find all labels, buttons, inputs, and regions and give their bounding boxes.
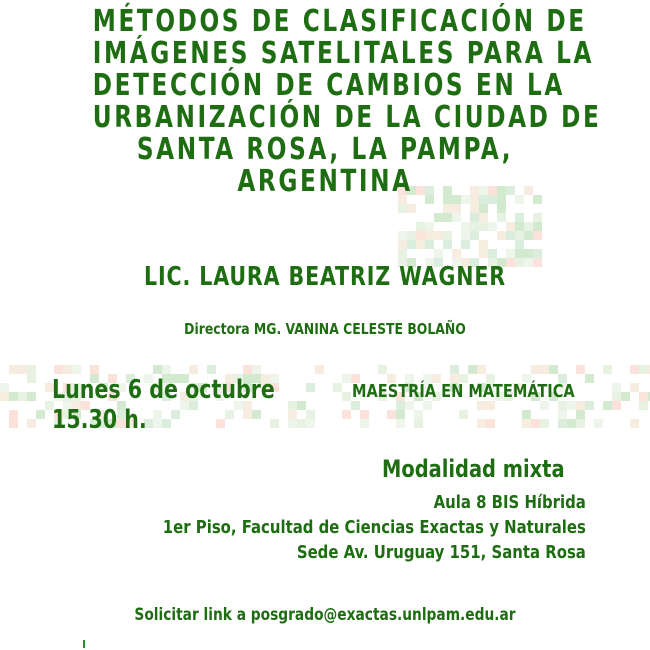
- mosaic-tile: [479, 213, 488, 222]
- mosaic-tile: [639, 401, 648, 410]
- mosaic-tile: [540, 419, 549, 428]
- mosaic-tile: [522, 410, 531, 419]
- program-name: MAESTRÍA EN MATEMÁTICA: [352, 381, 575, 402]
- mosaic-tile: [558, 419, 567, 428]
- mosaic-tile: [297, 401, 306, 410]
- mosaic-tile: [531, 419, 540, 428]
- mosaic-tile: [576, 401, 585, 410]
- mosaic-tile: [425, 231, 434, 240]
- mosaic-tile: [416, 231, 425, 240]
- mosaic-tile: [306, 383, 315, 392]
- title-line-2: IMÁGENES SATELITALES PARA LA: [92, 36, 595, 71]
- mosaic-tile: [488, 222, 497, 231]
- mosaic-tile: [470, 204, 479, 213]
- mosaic-tile: [585, 401, 594, 410]
- mosaic-tile: [315, 365, 324, 374]
- venue-room: Aula 8 BIS Híbrida: [433, 492, 586, 513]
- mosaic-tile: [515, 231, 524, 240]
- mosaic-tile: [506, 231, 515, 240]
- mosaic-tile: [434, 249, 443, 258]
- mosaic-tile: [479, 222, 488, 231]
- mosaic-tile: [443, 231, 452, 240]
- mosaic-tile: [486, 401, 495, 410]
- mosaic-tile: [443, 204, 452, 213]
- mosaic-tile: [360, 419, 369, 428]
- mosaic-tile: [515, 213, 524, 222]
- mosaic-tile: [515, 240, 524, 249]
- venue-building: 1er Piso, Facultad de Ciencias Exactas y Naturales: [162, 517, 586, 538]
- venue-address: Sede Av. Uruguay 151, Santa Rosa: [296, 542, 586, 563]
- mosaic-tile: [18, 392, 27, 401]
- mosaic-tile: [414, 419, 423, 428]
- mosaic-tile: [540, 401, 549, 410]
- mosaic-tile: [396, 401, 405, 410]
- mosaic-tile: [434, 213, 443, 222]
- mosaic-tile: [488, 249, 497, 258]
- mosaic-tile: [639, 365, 648, 374]
- mosaic-tile: [425, 222, 434, 231]
- decorative-tick: [83, 640, 85, 648]
- mosaic-tile: [540, 365, 549, 374]
- mosaic-tile: [459, 410, 468, 419]
- mosaic-tile: [585, 374, 594, 383]
- mosaic-tile: [461, 222, 470, 231]
- mosaic-tile: [434, 231, 443, 240]
- mosaic-tile: [612, 401, 621, 410]
- mosaic-tile: [630, 365, 639, 374]
- mosaic-tile: [27, 419, 36, 428]
- event-date: [52, 375, 275, 435]
- mosaic-tile: [533, 249, 542, 258]
- mosaic-tile: [497, 204, 506, 213]
- mosaic-tile: [416, 222, 425, 231]
- mosaic-tile: [207, 365, 216, 374]
- mosaic-tile: [515, 222, 524, 231]
- mosaic-tile: [54, 365, 63, 374]
- mosaic-tile: [9, 410, 18, 419]
- date-line: Lunes 6 de octubre: [52, 375, 275, 405]
- mosaic-tile: [0, 383, 9, 392]
- mosaic-tile: [342, 392, 351, 401]
- mosaic-tile: [477, 419, 486, 428]
- mosaic-tile: [630, 383, 639, 392]
- title-line-6: ARGENTINA: [237, 164, 413, 199]
- mosaic-tile: [297, 419, 306, 428]
- mosaic-tile: [450, 365, 459, 374]
- mosaic-tile: [612, 383, 621, 392]
- title-line-3: DETECCIÓN DE CAMBIOS EN LA: [92, 68, 565, 103]
- venue-info: [163, 490, 586, 565]
- mosaic-tile: [533, 213, 542, 222]
- mosaic-tile: [27, 374, 36, 383]
- mosaic-tile: [533, 222, 542, 231]
- mosaic-tile: [153, 365, 162, 374]
- mosaic-tile: [398, 231, 407, 240]
- mosaic-tile: [396, 410, 405, 419]
- mosaic-tile: [414, 410, 423, 419]
- mosaic-tile: [461, 231, 470, 240]
- mosaic-tile: [405, 401, 414, 410]
- mosaic-tile: [533, 231, 542, 240]
- title-line-4: URBANIZACIÓN DE LA CIUDAD DE: [92, 100, 602, 135]
- mosaic-tile: [576, 419, 585, 428]
- mosaic-tile: [407, 204, 416, 213]
- mosaic-tile: [36, 410, 45, 419]
- mosaic-tile: [425, 240, 434, 249]
- mosaic-tile: [333, 383, 342, 392]
- mosaic-tile: [470, 231, 479, 240]
- time-line: 15.30 h.: [52, 405, 147, 435]
- mosaic-tile: [288, 419, 297, 428]
- mosaic-tile: [27, 365, 36, 374]
- modality-label: Modalidad mixta: [382, 455, 565, 483]
- mosaic-tile: [378, 365, 387, 374]
- director-name: Directora MG. VANINA CELESTE BOLAÑO: [184, 320, 466, 338]
- mosaic-tile: [621, 392, 630, 401]
- mosaic-tile: [9, 419, 18, 428]
- mosaic-tile: [423, 401, 432, 410]
- mosaic-tile: [549, 365, 558, 374]
- title-line-1: MÉTODOS DE CLASIFICACIÓN DE: [92, 4, 587, 39]
- mosaic-tile: [603, 365, 612, 374]
- mosaic-tile: [398, 240, 407, 249]
- mosaic-tile: [452, 213, 461, 222]
- mosaic-tile: [72, 365, 81, 374]
- mosaic-tile: [477, 401, 486, 410]
- mosaic-tile: [9, 365, 18, 374]
- author-name: LIC. LAURA BEATRIZ WAGNER: [143, 262, 507, 292]
- mosaic-tile: [479, 240, 488, 249]
- mosaic-tile: [18, 365, 27, 374]
- mosaic-tile: [288, 410, 297, 419]
- mosaic-tile: [477, 365, 486, 374]
- mosaic-tile: [468, 365, 477, 374]
- mosaic-tile: [396, 419, 405, 428]
- mosaic-tile: [479, 204, 488, 213]
- mosaic-tile: [443, 240, 452, 249]
- mosaic-tile: [443, 213, 452, 222]
- mosaic-tile: [189, 365, 198, 374]
- mosaic-tile: [479, 249, 488, 258]
- mosaic-tile: [612, 392, 621, 401]
- mosaic-tile: [461, 240, 470, 249]
- mosaic-tile: [252, 365, 261, 374]
- mosaic-tile: [506, 249, 515, 258]
- mosaic-tile: [306, 410, 315, 419]
- mosaic-tile: [27, 392, 36, 401]
- mosaic-tile: [63, 365, 72, 374]
- mosaic-tile: [524, 222, 533, 231]
- contact-request: Solicitar link a posgrado@exactas.unlpam.edu.ar: [134, 605, 516, 625]
- event-title: [92, 4, 602, 199]
- mosaic-tile: [558, 401, 567, 410]
- mosaic-tile: [452, 249, 461, 258]
- mosaic-tile: [524, 249, 533, 258]
- mosaic-tile: [407, 231, 416, 240]
- mosaic-tile: [515, 249, 524, 258]
- mosaic-tile: [416, 240, 425, 249]
- mosaic-tile: [531, 365, 540, 374]
- mosaic-tile: [342, 410, 351, 419]
- mosaic-tile: [470, 213, 479, 222]
- mosaic-tile: [398, 249, 407, 258]
- mosaic-tile: [486, 419, 495, 428]
- mosaic-tile: [470, 222, 479, 231]
- mosaic-tile: [90, 365, 99, 374]
- mosaic-tile: [0, 392, 9, 401]
- mosaic-tile: [576, 365, 585, 374]
- mosaic-tile: [558, 410, 567, 419]
- mosaic-tile: [639, 392, 648, 401]
- mosaic-tile: [630, 419, 639, 428]
- title-line-5: SANTA ROSA, LA PAMPA,: [136, 132, 514, 167]
- mosaic-tile: [407, 240, 416, 249]
- mosaic-tile: [306, 419, 315, 428]
- mosaic-tile: [387, 410, 396, 419]
- mosaic-tile: [506, 222, 515, 231]
- mosaic-tile: [360, 410, 369, 419]
- mosaic-tile: [351, 401, 360, 410]
- mosaic-tile: [594, 419, 603, 428]
- mosaic-tile: [398, 204, 407, 213]
- mosaic-tile: [576, 410, 585, 419]
- mosaic-tile: [524, 231, 533, 240]
- mosaic-tile: [522, 419, 531, 428]
- mosaic-tile: [497, 231, 506, 240]
- mosaic-tile: [342, 374, 351, 383]
- mosaic-tile: [162, 365, 171, 374]
- mosaic-tile: [9, 392, 18, 401]
- mosaic-tile: [243, 365, 252, 374]
- mosaic-tile: [567, 419, 576, 428]
- mosaic-tile: [567, 401, 576, 410]
- mosaic-tile: [288, 401, 297, 410]
- mosaic-tile: [452, 204, 461, 213]
- mosaic-tile: [497, 213, 506, 222]
- mosaic-tile: [603, 401, 612, 410]
